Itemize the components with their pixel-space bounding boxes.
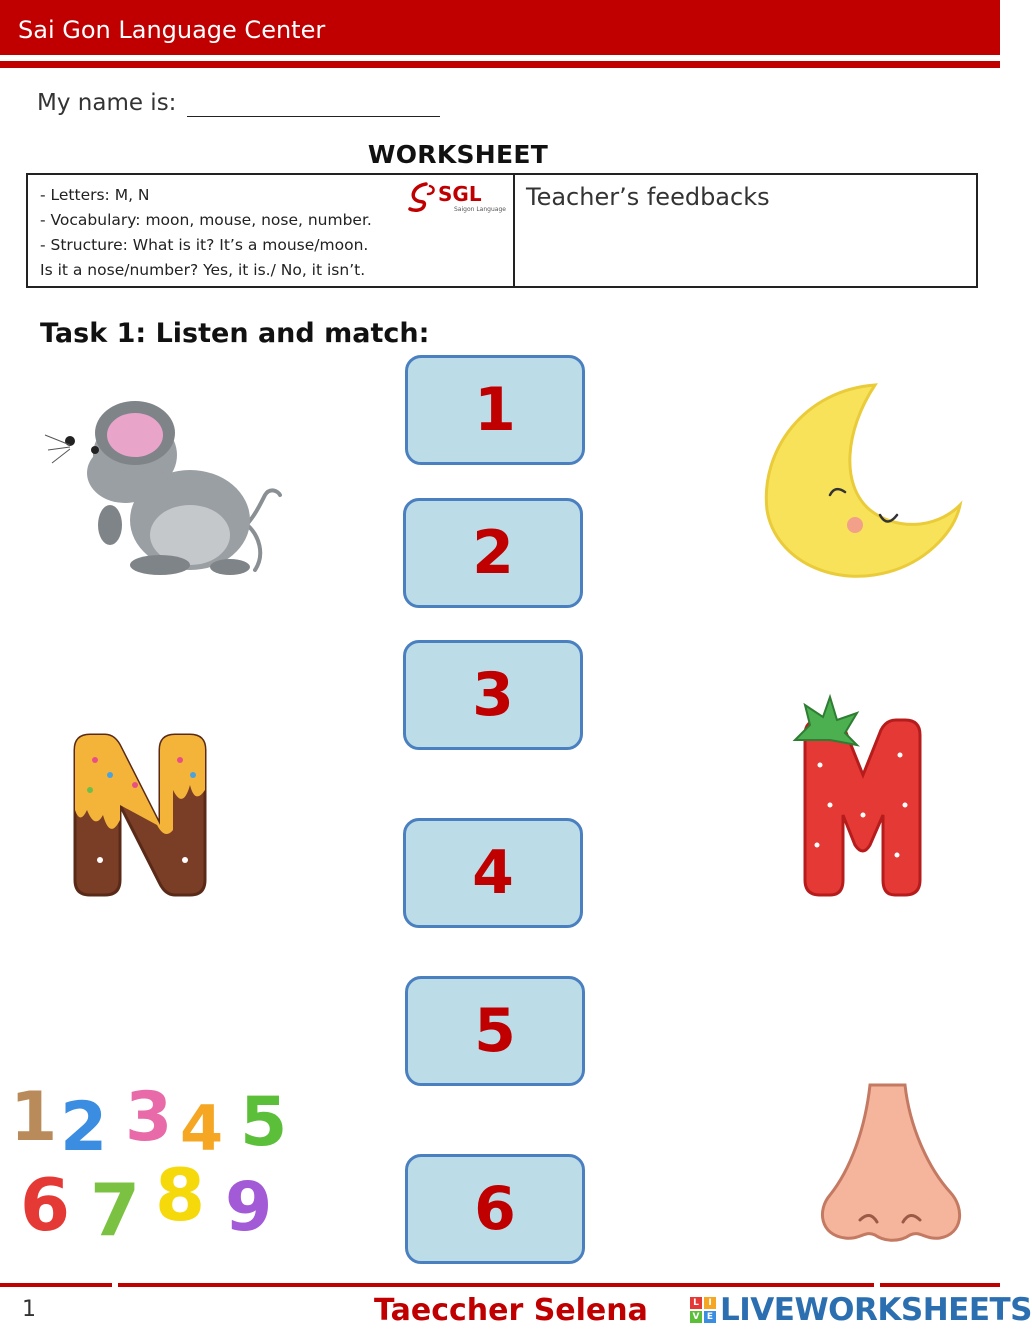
svg-text:2: 2 — [60, 1088, 108, 1167]
svg-text:3: 3 — [125, 1078, 173, 1157]
header-divider — [0, 61, 1000, 68]
number-box-3[interactable]: 3 — [403, 640, 583, 750]
liveworksheets-text: LIVEWORKSHEETS — [720, 1292, 1032, 1328]
info-box — [26, 173, 978, 288]
letter-m-picture[interactable] — [785, 695, 940, 900]
lesson-info — [40, 183, 372, 283]
svg-text:4: 4 — [180, 1092, 224, 1165]
svg-text:5: 5 — [240, 1083, 288, 1162]
teacher-feedback-label: Teacher’s feedbacks — [526, 183, 770, 211]
svg-text:1: 1 — [10, 1078, 58, 1157]
logo-text: SGL — [438, 182, 482, 206]
moon-picture[interactable] — [755, 380, 965, 585]
name-input-line[interactable] — [187, 116, 440, 117]
teacher-name: Taeccher Selena — [374, 1293, 648, 1328]
number-box-4[interactable]: 4 — [403, 818, 583, 928]
nose-picture[interactable] — [815, 1080, 965, 1245]
svg-text:8: 8 — [155, 1153, 206, 1237]
info-line-vocabulary: - Vocabulary: moon, mouse, nose, number. — [40, 211, 372, 229]
name-label: My name is: — [37, 90, 177, 116]
info-divider — [513, 175, 515, 286]
task-title: Task 1: Listen and match: — [40, 318, 430, 349]
liveworksheets-grid-icon: L I V E — [690, 1297, 716, 1323]
info-line-question: Is it a nose/number? Yes, it is./ No, it isn’t. — [40, 261, 366, 279]
sgl-logo-icon — [408, 180, 508, 214]
page-number: 1 — [22, 1297, 36, 1322]
svg-text:9: 9 — [225, 1168, 273, 1247]
number-box-2[interactable]: 2 — [403, 498, 583, 608]
info-line-letters: - Letters: M, N — [40, 186, 150, 204]
info-line-structure: - Structure: What is it? It’s a mouse/moon. — [40, 236, 369, 254]
number-box-6[interactable]: 6 — [405, 1154, 585, 1264]
logo-subtext: Saigon Language — [454, 206, 506, 213]
footer-divider-left — [0, 1283, 112, 1287]
center-name: Sai Gon Language Center — [18, 16, 326, 44]
svg-text:6: 6 — [20, 1163, 71, 1247]
numbers-picture[interactable] — [5, 1065, 295, 1252]
number-box-1[interactable]: 1 — [405, 355, 585, 465]
number-box-5[interactable]: 5 — [405, 976, 585, 1086]
letter-n-picture[interactable] — [65, 730, 215, 900]
svg-text:7: 7 — [90, 1168, 141, 1252]
footer-divider-right — [880, 1283, 1000, 1287]
footer-divider-middle — [118, 1283, 874, 1287]
header-bar — [0, 0, 1000, 55]
liveworksheets-logo[interactable] — [690, 1292, 1032, 1328]
mouse-picture[interactable] — [40, 395, 285, 580]
worksheet-title: WORKSHEET — [367, 140, 549, 169]
